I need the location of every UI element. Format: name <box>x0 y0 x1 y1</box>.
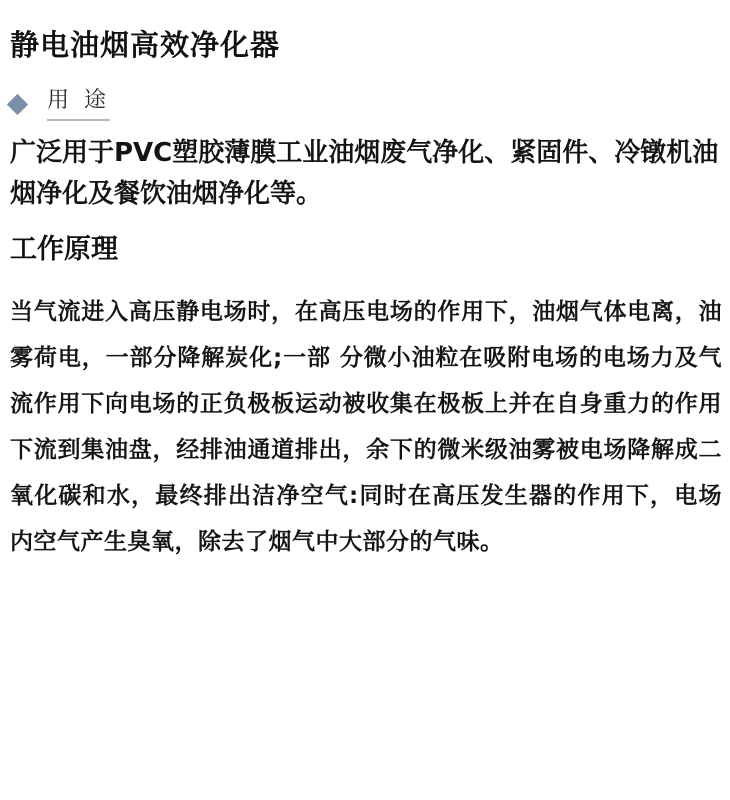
document-page <box>0 28 730 800</box>
principle-section-body: 当气流进入高压静电场时，在高压电场的作用下，油烟气体电离，油雾荷电，一部分降解炭化;一部 分微小油粒在吸附电场的电场力及气流作用下向电场的正负极板运动被收集在极板上并在自身重力的作用下流到集油盘，经排油通道排出，余下的微米级油雾被电场降解成二氧化碳和水，最终排出洁净空气:同时在高压发生器的作用下，电场内空气产生臭氧，除去了烟气中大部分的气味。 <box>10 299 722 556</box>
usage-section-body: 广泛用于PVC塑胶薄膜工业油烟废气净化、紧固件、冷镦机油烟净化及餐饮油烟净化等。 <box>10 138 719 209</box>
page-title: 静电油烟高效净化器 <box>10 28 281 62</box>
principle-section-heading: 工作原理 <box>10 233 118 265</box>
usage-section-header <box>10 87 722 122</box>
diamond-bullet-icon <box>7 93 28 114</box>
usage-section-heading: 用 途 <box>47 87 110 122</box>
